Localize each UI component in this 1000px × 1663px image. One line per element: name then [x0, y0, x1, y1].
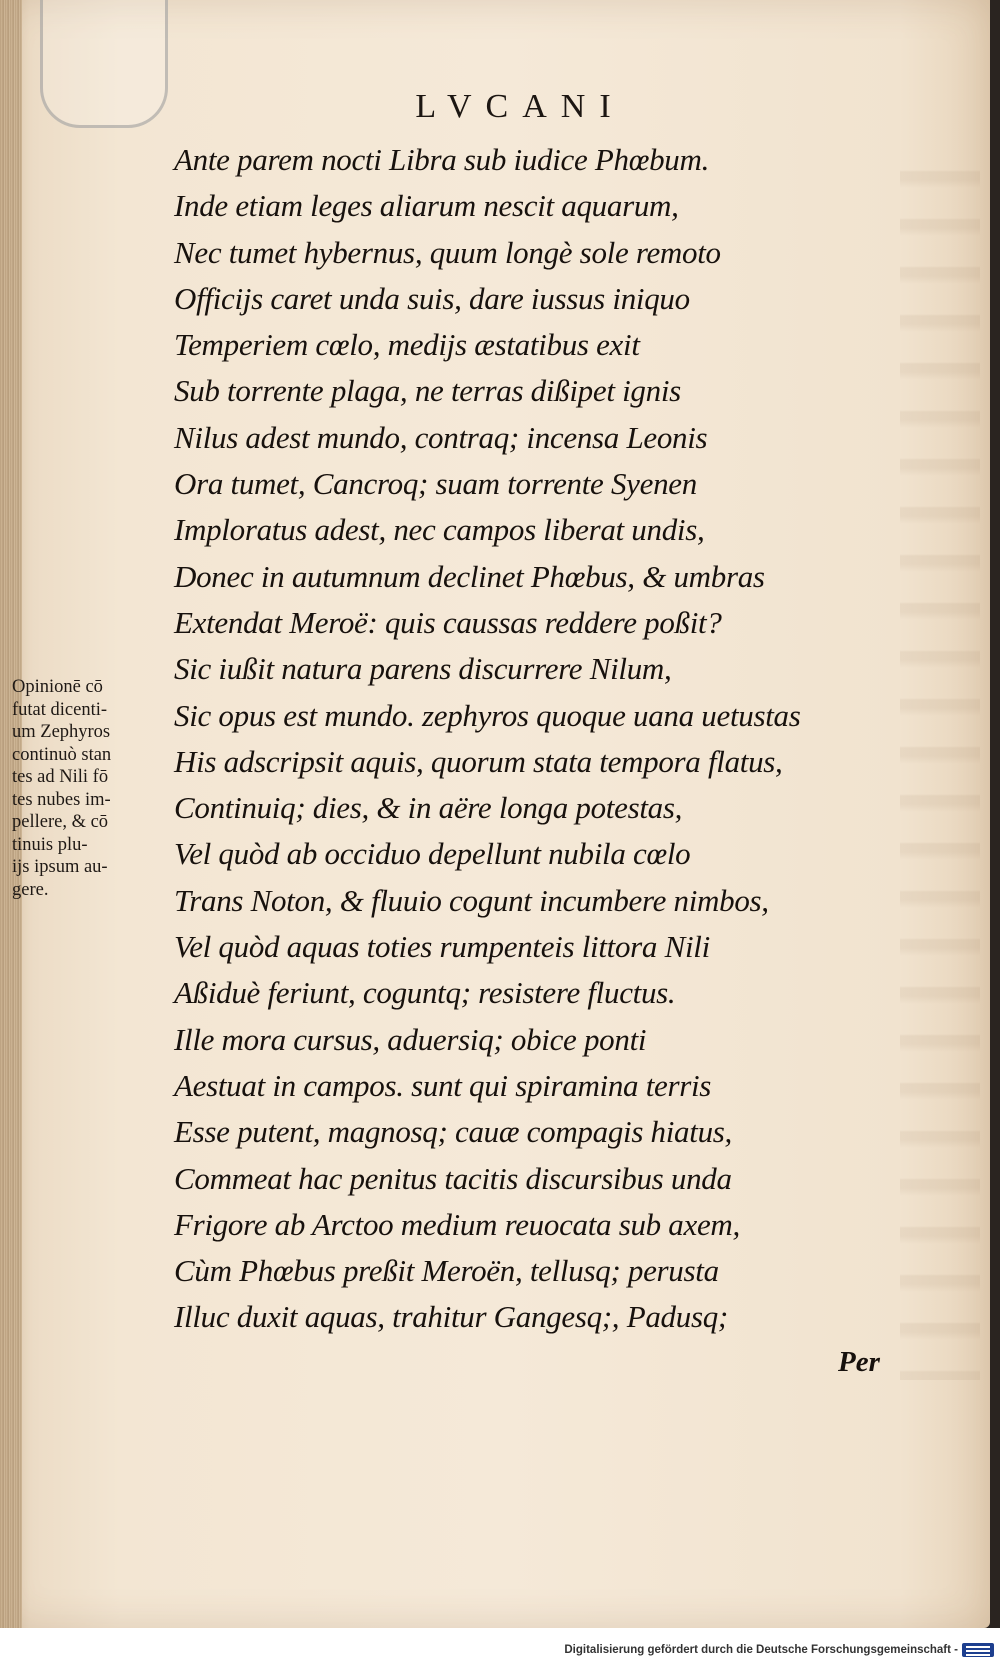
verse-line: Ille mora cursus, aduersiq; obice ponti — [174, 1021, 647, 1057]
verse-line: Sic opus est mundo. zephyros quoque uana uetustas — [174, 697, 801, 733]
verse-line: Aßiduè feriunt, coguntq; resistere fluctus. — [174, 975, 676, 1011]
marginal-note-line: tes nubes im- — [12, 789, 111, 810]
verse-line: Extendat Meroë: quis caussas reddere poßit? — [174, 604, 722, 640]
catchword: Per — [838, 1346, 880, 1378]
verse-line: Nec tumet hybernus, quum longè sole remoto — [174, 234, 721, 270]
verse-line: Aestuat in campos. sunt qui spiramina terris — [174, 1067, 712, 1103]
dfg-credit-text: Digitalisierung gefördert durch die Deutsche Forschungsgemeinschaft - — [564, 1644, 958, 1656]
dfg-logo-icon — [962, 1643, 994, 1657]
marginal-note — [12, 676, 164, 901]
verse-line: Esse putent, magnosq; cauæ compagis hiatus, — [174, 1114, 732, 1150]
marginal-note-line: ijs ipsum au- — [12, 857, 108, 877]
verse-line: Trans Noton, & fluuio cogunt incumbere nimbos, — [174, 882, 769, 918]
book-clip-mark — [40, 0, 168, 128]
marginal-note-line: Opinionē cō — [12, 677, 103, 697]
marginal-note-line: futat dicenti- — [12, 699, 108, 720]
verse-line: Illuc duxit aquas, trahitur Gangesq;, Padusq; — [174, 1299, 728, 1335]
verse-line: Sic iußit natura parens discurrere Nilum, — [174, 651, 672, 687]
verse-line: Nilus adest mundo, contraq; incensa Leonis — [174, 419, 708, 455]
marginal-note-line: tinuis plu- — [12, 834, 88, 855]
verse-line: Cùm Phœbus preßit Meroën, tellusq; perusta — [174, 1253, 719, 1289]
running-head: LVCANI — [415, 88, 625, 125]
verse-line: Ora tumet, Cancroq; suam torrente Syenen — [174, 466, 697, 502]
verse-line: Vel quòd ab occiduo depellunt nubila cœlo — [174, 836, 691, 872]
marginal-note-line: gere. — [12, 879, 49, 900]
marginal-note-line: pellere, & cō — [12, 812, 109, 832]
marginal-note-line: tes ad Nili fō — [12, 767, 109, 787]
verse-line: Sub torrente plaga, ne terras dißipet ignis — [174, 373, 681, 409]
verse-line: His adscripsit aquis, quorum stata tempora flatus, — [174, 743, 783, 779]
verse-line: Ante parem nocti Libra sub iudice Phœbum. — [174, 142, 710, 177]
verse-line: Continuiq; dies, & in aëre longa potestas, — [174, 790, 683, 826]
verse-line: Donec in autumnum declinet Phœbus, & umbras — [174, 558, 765, 594]
verse-line: Temperiem cœlo, medijs æstatibus exit — [174, 327, 640, 363]
marginal-note-line: continuò stan — [12, 744, 112, 765]
ink-bleed-through — [900, 140, 980, 1380]
marginal-note-line: um Zephyros — [12, 722, 111, 742]
verse-line: Imploratus adest, nec campos liberat undis, — [174, 512, 705, 548]
verse-line: Officijs caret unda suis, dare iussus iniquo — [174, 280, 690, 316]
verse-line: Frigore ab Arctoo medium reuocata sub axem, — [174, 1206, 740, 1242]
verse-line: Vel quòd aquas toties rumpenteis littora Nili — [174, 929, 710, 965]
verse-line: Commeat hac penitus tacitis discursibus unda — [174, 1160, 732, 1196]
verse-block — [174, 137, 904, 1341]
verse-line: Inde etiam leges aliarum nescit aquarum, — [174, 188, 679, 224]
